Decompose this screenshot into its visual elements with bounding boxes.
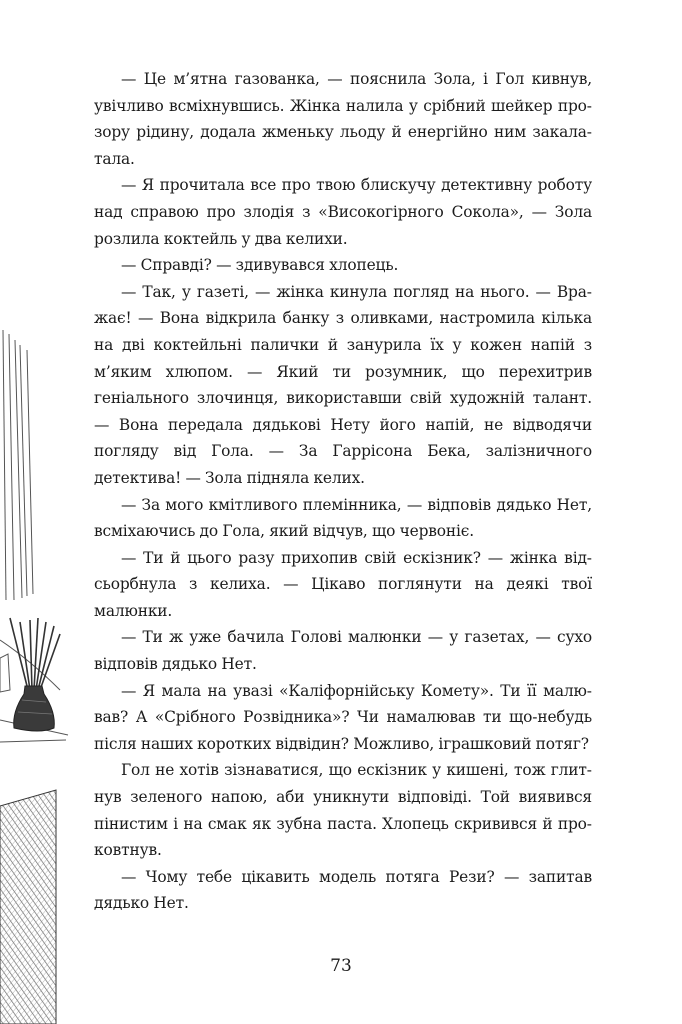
body-text [94,66,592,917]
hatched-wall [0,790,56,1024]
curtain-lines [3,330,33,600]
paragraph: — За мого кмітливого племінника, — відповів дядько Нет, всміхаючись до Гола, який відчув, що червоніє. [94,495,592,541]
paragraph: — Я прочитала все про твою блискучу детективну роботу над справою про злодія з «Високогірного Сокола», — Зола розлила коктейль у два келихи. [94,176,592,248]
paragraph: — Це м’ятна газованка, — пояснила Зола, і Гол кивнув, увічливо всміхнувшись. Жінка налила у срібний шейкер прозору рідину, додала жменьку льоду й енергійно ним закалатала. [94,70,592,168]
paragraph: — Так, у газеті, — жінка кинула погляд на нього. — Вражає! — Вона відкрила банку з оливками, настромила кілька на дві коктейльні палички й занурила їх у кожен напій з м’яким хлюпом. — Який ти розумник, що перехитрив геніального злочинця, використавши свій художній талант. — Вона передала дядькові Нету його напій, не відводячи погляду від Гола. — За Гаррісона Бека, залізничного детектива! — Зола підняла келих. [94,282,592,487]
small-box [0,654,10,692]
page-number: 73 [330,956,352,976]
shelf [0,640,68,742]
reed-diffuser-sticks [10,618,60,690]
diffuser-vase [14,686,55,731]
paragraph: — Ти ж уже бачила Голові малюнки — у газетах, — сухо відповів дядько Нет. [94,628,592,674]
paragraph: — Ти й цього разу прихопив свій ескізник? — жінка відсьорбнула з келиха. — Цікаво поглянути на деякі твої малюнки. [94,548,592,620]
paragraph: — Справді? — здивувався хлопець. [121,256,399,275]
paragraph: Гол не хотів зізнаватися, що ескізник у кишені, тож глитнув зеленого напою, аби уникнути відповіді. Той виявився пінистим і на смак як зубна паста. Хлопець скривився й проковтнув. [94,761,592,860]
paragraph: — Я мала на увазі «Каліфорнійську Комету». Ти її малював? А «Срібного Розвідника»? Чи намалював ти що-небудь після наших коротких відвідин? Можливо, іграшковий потяг? [94,681,592,753]
paragraph: — Чому тебе цікавить модель потяга Рези? — запитав дядько Нет. [94,867,592,913]
